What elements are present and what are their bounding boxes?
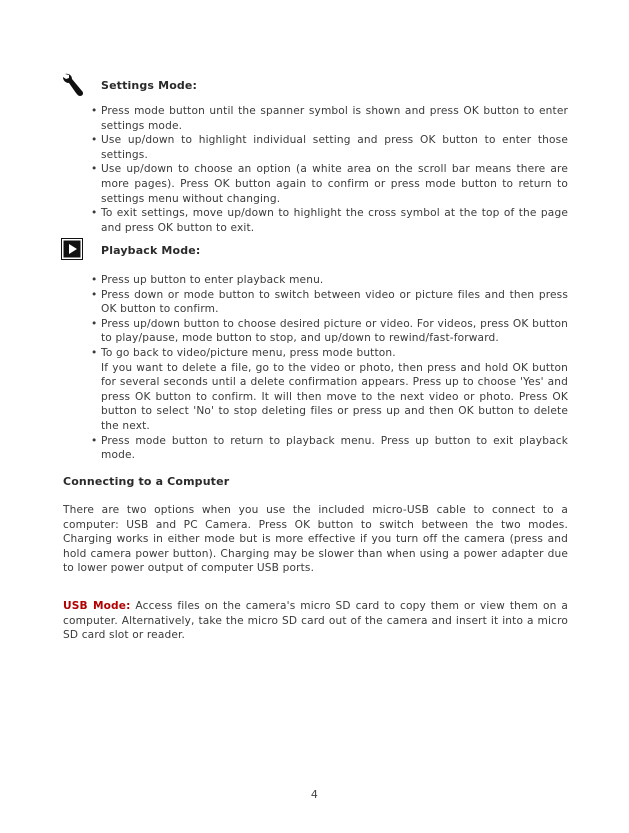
usb-mode-label: USB Mode:	[63, 600, 131, 612]
play-icon	[61, 238, 83, 263]
connecting-heading: Connecting to a Computer	[63, 475, 230, 488]
list-item: • Use up/down to highlight individual setting and press OK button to enter those settings.	[91, 134, 568, 161]
wrench-icon	[62, 72, 86, 101]
list-item: • Press down or mode button to switch between video or picture files and then press OK button to confirm.	[91, 288, 568, 316]
list-item: • Press mode button until the spanner symbol is shown and press OK button to enter settings mode.	[91, 105, 568, 132]
list-item: • To go back to video/picture menu, press mode button. If you want to delete a file, go to the video or photo, then press and hold OK button for several seconds until a delete confirmation appears. Press up to choose 'Yes' and press OK button to confirm. It will then move to the next video or photo. Press OK button to select 'No' to stop deleting files or press up and then OK button to delete the next.	[91, 346, 568, 432]
delete-note: If you want to delete a file, go to the video or photo, then press and hold OK button for several seconds until a delete confirmation appears. Press up to choose 'Yes' and press OK button to confirm. It will then move to the next video or photo. Press OK button to select 'No' to stop deleting files or press up and then OK button to delete the next.	[101, 361, 568, 432]
list-item: • Press up button to enter playback menu.	[91, 274, 324, 286]
settings-bullet-list	[91, 104, 568, 235]
settings-title: Settings Mode:	[101, 79, 198, 92]
list-item: • Press mode button to return to playback menu. Press up button to exit playback mode.	[91, 434, 568, 462]
list-item: • Press up/down button to choose desired picture or video. For videos, press OK button to play/pause, mode button to stop, and up/down to rewind/fast-forward.	[91, 317, 568, 345]
playback-title: Playback Mode:	[101, 244, 201, 257]
playback-bullet-list	[91, 273, 568, 463]
page-number: 4	[310, 788, 319, 801]
list-item: • Use up/down to choose an option (a white area on the scroll bar means there are more pages). Press OK button again to confirm or press mode button to return to settings menu without changing.	[91, 163, 568, 205]
usb-mode-text: Access files on the camera's micro SD card to copy them or view them on a computer. Alternatively, take the micro SD card out of the camera and insert it into a micro SD card slot or reader.	[63, 600, 568, 642]
connecting-paragraph: There are two options when you use the included micro-USB cable to connect to a computer: USB and PC Camera. Press OK button to switch between the two modes. Charging works in either mode but is more effective if you turn off the camera (press and hold camera power button). Charging may be slower than when using a power adapter due to lower power output of computer USB ports.	[63, 504, 568, 575]
list-item: • To exit settings, move up/down to highlight the cross symbol at the top of the page and press OK button to exit.	[91, 207, 568, 234]
usb-mode-paragraph	[63, 599, 568, 643]
